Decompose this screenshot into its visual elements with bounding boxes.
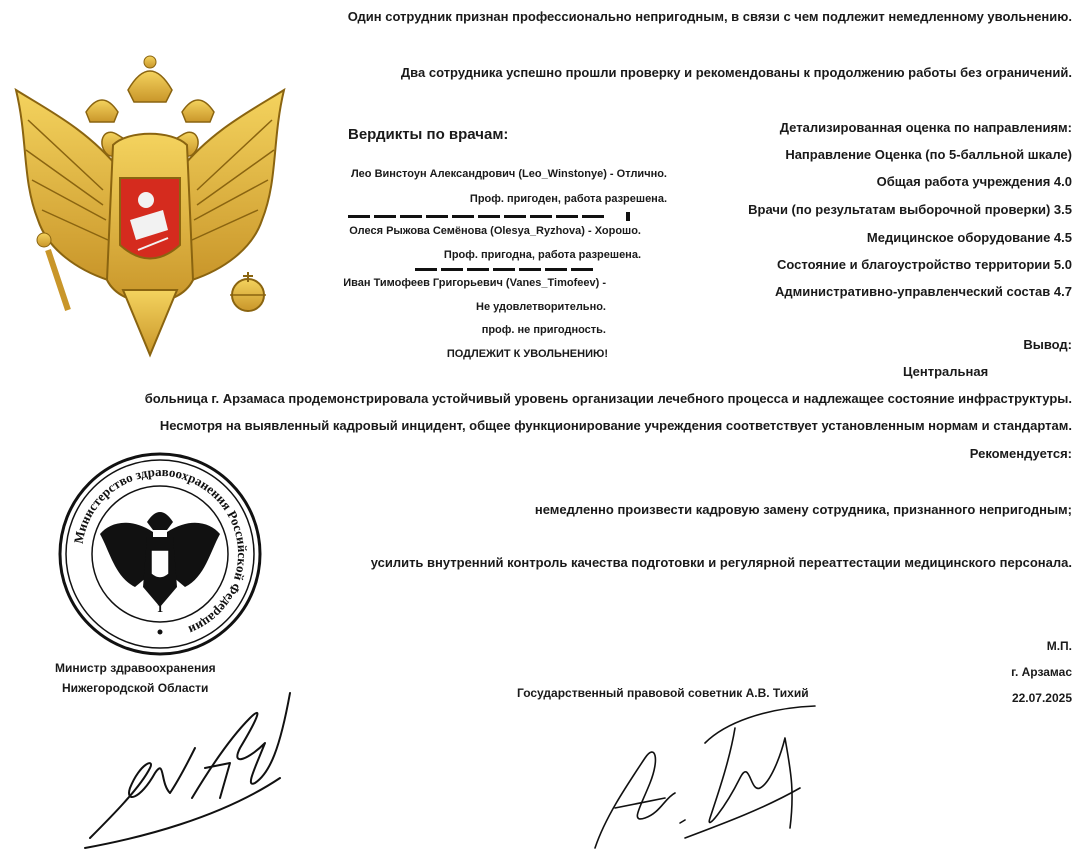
verdict-line: Не удовлетворительно. — [476, 301, 606, 313]
minister-signature — [80, 688, 310, 853]
assessment-score: 4.5 — [1053, 230, 1072, 245]
verdict-line: Олеся Рыжова Семёнова (Olesya_Ryzhova) - Хорошо. — [349, 225, 641, 237]
assessment-row — [877, 174, 1072, 189]
assessment-score: 3.5 — [1053, 202, 1072, 217]
seal-place-mark: М.П. — [1046, 639, 1072, 653]
stamp-ring-text: Министерство здравоохранения Российской Федерации — [70, 463, 251, 639]
verdict-dismissal: ПОДЛЕЖИТ К УВОЛЬНЕНИЮ! — [446, 348, 608, 360]
advisor-signature — [585, 698, 825, 855]
minister-region: Нижегородской Области — [62, 681, 209, 695]
assessment-label: Административно-управленческий состав — [774, 284, 1051, 299]
assessment-label: Медицинское оборудование — [866, 230, 1051, 245]
assessment-label: Состояние и благоустройство территории — [776, 257, 1051, 272]
assessment-header: Направление Оценка (по 5-балльной шкале) — [785, 147, 1072, 162]
recommendation-label: Рекомендуется: — [969, 446, 1072, 461]
dismissal-statement: Один сотрудник признан профессионально непригодным, в связи с чем подлежит немедленному увольнению. — [347, 9, 1072, 24]
conclusion-label: Вывод: — [1023, 337, 1072, 352]
stamp-number: 1 — [156, 600, 164, 615]
verdict-line: Проф. пригодна, работа разрешена. — [443, 249, 641, 261]
assessment-row — [867, 230, 1072, 245]
assessment-score: 4.0 — [1053, 174, 1072, 189]
minister-title: Министр здравоохранения — [55, 661, 216, 675]
assessment-row — [775, 284, 1072, 299]
recommendation-item: усилить внутренний контроль качества подготовки и регулярной переаттестации медицинского персонала. — [370, 555, 1072, 570]
city: г. Арзамас — [1011, 665, 1072, 679]
verdicts-title: Вердикты по врачам: — [348, 126, 509, 143]
assessment-title: Детализированная оценка по направлениям: — [779, 120, 1072, 135]
assessment-row — [777, 257, 1072, 272]
coat-of-arms-icon — [8, 50, 293, 360]
conclusion-line: Несмотря на выявленный кадровый инцидент, общее функционирование учреждения соответствует установленным нормам и стандартам. — [159, 418, 1072, 433]
official-stamp — [55, 452, 265, 657]
assessment-label: Врачи (по результатам выборочной проверки) — [748, 202, 1051, 217]
verdict-line: проф. не пригодность. — [481, 324, 606, 336]
conclusion-line: больница г. Арзамаса продемонстрировала устойчивый уровень организации лечебного процесса и надлежащее состояние инфраструктуры. — [144, 391, 1072, 406]
assessment-score: 4.7 — [1053, 284, 1072, 299]
conclusion-word: Центральная — [903, 364, 989, 379]
verdict-line: Проф. пригоден, работа разрешена. — [469, 193, 667, 205]
assessment-label: Общая работа учреждения — [876, 174, 1051, 189]
verdict-line: Иван Тимофеев Григорьевич (Vanes_Timofeev) - — [343, 277, 606, 289]
assessment-score: 5.0 — [1053, 257, 1072, 272]
recommendation-item: немедленно произвести кадровую замену сотрудника, признанного непригодным; — [534, 502, 1072, 517]
assessment-row — [748, 202, 1072, 217]
document-date: 22.07.2025 — [1011, 691, 1072, 705]
passed-statement: Два сотрудника успешно прошли проверку и рекомендованы к продолжению работы без ограничений. — [400, 65, 1072, 80]
verdict-line: Лео Винстоун Александрович (Leo_Winstonye) - Отлично. — [350, 168, 667, 180]
advisor-title: Государственный правовой советник А.В. Тихий — [517, 686, 809, 700]
